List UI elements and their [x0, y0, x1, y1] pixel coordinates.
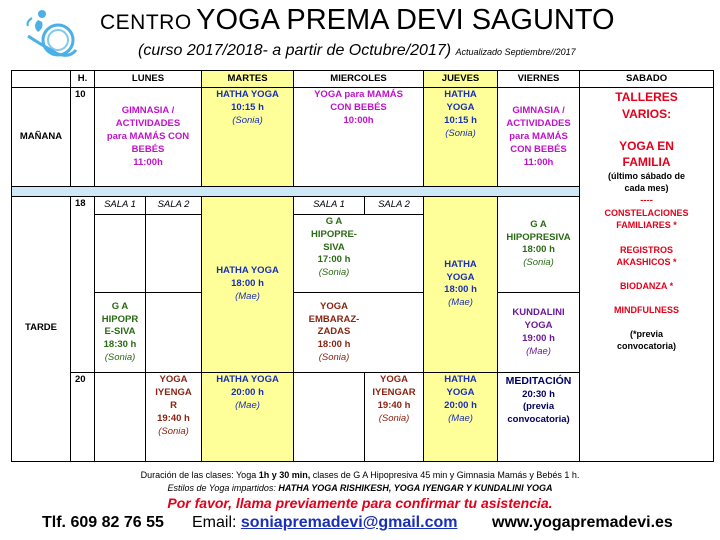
- class-fri-meditacion: MEDITACIÓN 20:30 h (previa convocatoria): [498, 373, 580, 462]
- page-title: [100, 4, 700, 37]
- afternoon-hour-20: 20: [71, 373, 95, 462]
- class-mon-gap: G A HIPOPR E-SIVA 18:30 h (Sonia): [95, 293, 146, 373]
- class-mon-iyengar: YOGA IYENGA R 19:40 h (Sonia): [146, 373, 202, 462]
- mon-sala2: SALA 2: [146, 196, 202, 215]
- class-tue-hatha-18: HATHA YOGA 18:00 h (Mae): [202, 196, 294, 373]
- contact-phone: Tlf. 609 82 76 55: [42, 514, 164, 531]
- header-jueves: JUEVES: [424, 71, 498, 88]
- mon-sala2-empty: [146, 215, 202, 293]
- class-fri-gap: G A HIPOPRESIVA 18:00 h (Sonia): [498, 196, 580, 293]
- header-sabado: SABADO: [580, 71, 714, 88]
- website-link[interactable]: www.yogapremadevi.es: [492, 514, 673, 531]
- afternoon-hour-18: 18: [71, 196, 95, 373]
- email-link[interactable]: soniapremadevi@gmail.com: [240, 514, 458, 531]
- mon-sala1: SALA 1: [95, 196, 146, 215]
- email-label: Email:: [192, 514, 241, 531]
- class-tue-hatha: HATHA YOGA 10:15 h (Sonia): [202, 88, 294, 187]
- header-miercoles: MIERCOLES: [294, 71, 424, 88]
- header-viernes: VIERNES: [498, 71, 580, 88]
- header-empty: [12, 71, 71, 88]
- title-name: YOGA PREMA DEVI SAGUNTO: [196, 4, 615, 36]
- class-mon-gimnasia: GIMNASIA / ACTIVIDADES para MAMÁS CON BEBÉS 11:00h: [95, 88, 202, 187]
- wed-sala1: SALA 1: [294, 196, 365, 215]
- contact-email: [192, 514, 457, 532]
- mon-sala1-empty: [95, 215, 146, 293]
- wed-sala2: SALA 2: [365, 196, 424, 215]
- class-fri-gimnasia: GIMNASIA / ACTIVIDADES para MAMÁS CON BEBÉS 11:00h: [498, 88, 580, 187]
- mon-sala1-empty-20: [95, 373, 146, 462]
- morning-hour: 10: [71, 88, 95, 187]
- class-thu-hatha-18: HATHA YOGA 18:00 h (Mae): [424, 196, 498, 373]
- footer-notice: Por favor, llama previamente para confirmar tu asistencia.: [167, 495, 553, 511]
- footer-styles: Estilos de Yoga impartidos: HATHA YOGA RISHIKESH, YOGA IYENGAR Y KUNDALINI YOGA: [167, 483, 553, 493]
- header-row: [12, 71, 714, 88]
- subtitle-updated: Actualizado Septiembre//2017: [455, 47, 576, 57]
- class-wed-embarazadas: YOGA EMBARAZ- ZADAS 18:00 h (Sonia): [294, 293, 424, 373]
- title-centro: CENTRO: [100, 11, 192, 34]
- class-wed-gap: G A HIPOPRE- SIVA 17:00 h (Sonia): [294, 215, 424, 293]
- class-fri-kundalini: KUNDALINI YOGA 19:00 h (Mae): [498, 293, 580, 373]
- schedule-table: [11, 70, 714, 462]
- footer-duration: Duración de las clases: Yoga 1h y 30 min, clases de G A Hipopresiva 45 min y Gimnasia Mamás y Bebés 1 h.: [140, 470, 580, 480]
- subtitle-course: (curso 2017/2018- a partir de Octubre/2017): [138, 42, 452, 59]
- class-wed-iyengar: YOGA IYENGAR 19:40 h (Sonia): [365, 373, 424, 462]
- wed-sala1-empty-20: [294, 373, 365, 462]
- header-lunes: LUNES: [95, 71, 202, 88]
- class-wed-mamas: YOGA para MAMÁS CON BEBÉS 10:00h: [294, 88, 424, 187]
- class-thu-hatha-20: HATHA YOGA 20:00 h (Mae): [424, 373, 498, 462]
- afternoon-label: TARDE: [12, 196, 71, 462]
- mon-sala2-empty-b: [146, 293, 202, 373]
- saturday-workshops: TALLERES VARIOS: YOGA EN FAMILIA (último sábado de cada mes) ---- CONSTELACIONES FAMILIARES * REGISTROS AKASHICOS * BIODANZA * MINDFULNESS (*previa convocatoria): [580, 88, 714, 462]
- logo-meditating-figure-icon: [18, 6, 80, 62]
- separator-band: [12, 187, 580, 196]
- class-tue-hatha-20: HATHA YOGA 20:00 h (Mae): [202, 373, 294, 462]
- class-thu-hatha: HATHA YOGA 10:15 h (Sonia): [424, 88, 498, 187]
- header-martes: MARTES: [202, 71, 294, 88]
- morning-label: MAÑANA: [12, 88, 71, 187]
- morning-row: [12, 88, 714, 187]
- subtitle: [138, 42, 576, 60]
- header-hour: H.: [71, 71, 95, 88]
